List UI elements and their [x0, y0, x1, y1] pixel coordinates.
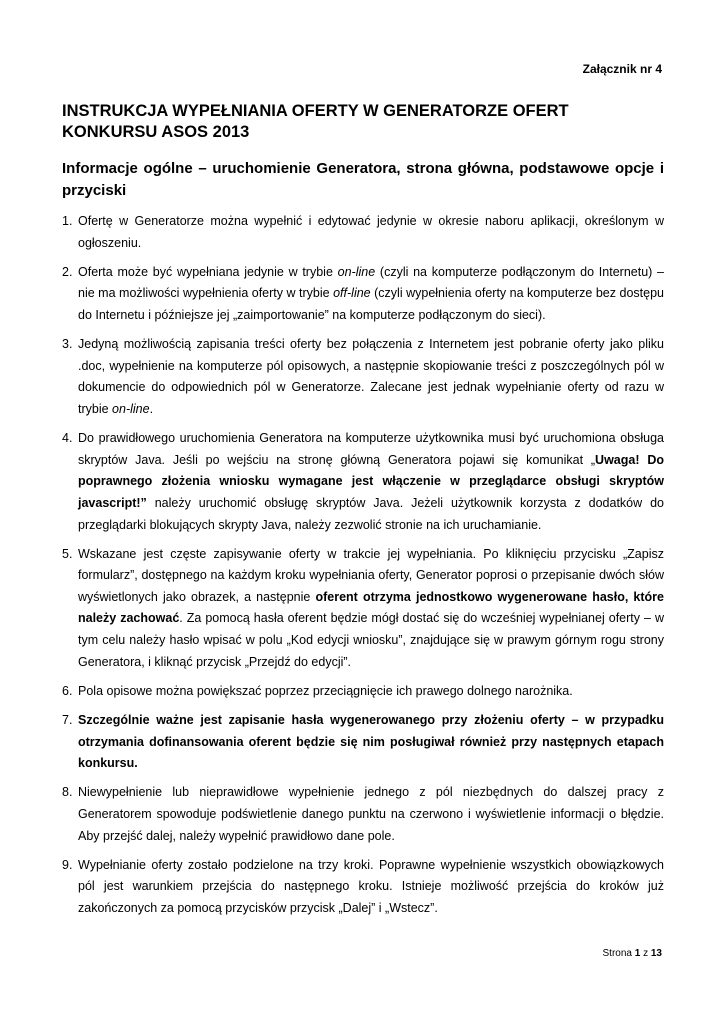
- list-item-text: [78, 782, 664, 847]
- list-item-text: [78, 710, 664, 775]
- text-segment: Wypełnianie oferty zostało podzielone na trzy kroki. Poprawne wypełnienie wszystkich obowiązkowych pól jest warunkiem przejścia do następnego kroku. Istnieje możliwość przejścia do kroków już zakończonych za pomocą przycisków przycisk „Dalej” i „Wstecz”.: [78, 857, 664, 915]
- text-segment: on-line: [112, 401, 150, 416]
- list-item-number: 4.: [62, 431, 73, 446]
- list-item: [62, 334, 664, 420]
- list-item-text: [78, 211, 664, 254]
- text-segment: należy uruchomić obsługę skryptów Java. Jeżeli użytkownik korzysta z dodatków do przeglądarki blokujących skrypty Java, należy zezwolić stronie na ich uruchamianie.: [78, 495, 664, 532]
- list-item: [62, 782, 664, 847]
- annex-label: Załącznik nr 4: [582, 62, 662, 76]
- list-item: [62, 262, 664, 327]
- list-item-text: [78, 681, 664, 703]
- list-item-number: 5.: [62, 546, 73, 561]
- text-segment: off-line: [333, 286, 371, 301]
- list-item: [62, 710, 664, 775]
- text-segment: Oferta może być wypełniana jedynie w trybie: [78, 264, 338, 279]
- list-item: [62, 681, 664, 703]
- text-segment: Do prawidłowego uruchomienia Generatora na komputerze użytkownika musi być uruchomiona obsługa skryptów Java. Jeśli po wejściu na stronę główną Generatora pojawi się komunikat „: [78, 431, 664, 467]
- page-footer: [603, 948, 663, 959]
- text-segment: on-line: [337, 264, 376, 279]
- text-segment: (czyli wypełnienia oferty na komputerze bez dostępu do Internetu i późniejsze jej „zaimportowanie” na komputerze podłączonym do sieci).: [78, 286, 664, 322]
- list-item-number: 2.: [62, 264, 73, 279]
- instruction-list: [62, 211, 664, 927]
- page-label: Strona: [602, 948, 632, 959]
- text-segment: Pola opisowe można powiększać poprzez przeciągnięcie ich prawego dolnego narożnika.: [78, 683, 573, 698]
- text-segment: .: [149, 401, 154, 416]
- text-segment: Wskazane jest częste zapisywanie oferty w trakcie jej wypełniania. Po kliknięciu przycisku „Zapisz formularz”, dostępnego na każdym kroku wypełniania oferty, Generator poprosi o przepisanie dwóch słów wyświetlonych jako obrazek, a następnie: [78, 546, 664, 604]
- list-item: [62, 855, 664, 920]
- page-number: 1: [634, 948, 641, 959]
- text-segment: Jedyną możliwością zapisania treści oferty bez połączenia z Internetem jest pobranie oferty jako pliku .doc, wypełnienie na komputerze pól opisowych, a następnie skopiowanie treści z poszczególnych pól w dokumencie do odpowiednich pól w Generatorze. Zalecane jest jednak wypełnianie oferty od razu w trybie: [78, 337, 664, 416]
- text-segment: (czyli na komputerze podłączonym do Internetu) – nie ma możliwości wypełnienia oferty w trybie: [78, 264, 664, 301]
- section-subtitle: Informacje ogólne – uruchomienie Generatora, strona główna, podstawowe opcje i przyciski: [62, 160, 664, 199]
- list-item-text: [78, 262, 664, 327]
- list-item-text: [78, 428, 664, 536]
- list-item-number: 3.: [62, 337, 73, 352]
- text-segment: oferent otrzyma jednostkowo wygenerowane hasło, które należy zachować: [78, 589, 664, 626]
- list-item-number: 6.: [62, 683, 73, 698]
- text-segment: Szczególnie ważne jest zapisanie hasła wygenerowanego przy złożeniu oferty – w przypadku otrzymania dofinansowania oferent będzie się nim posługiwał również przy następnych etapach konkursu.: [78, 713, 664, 771]
- text-segment: . Za pomocą hasła oferent będzie mógł dostać się do wcześniej wypełnianej oferty – w tym celu należy hasło wpisać w polu „Kod edycji wniosku”, znajdujące się w prawym górnym rogu strony Generatora, i kliknąć przycisk „Przejdź do edycji”.: [78, 611, 664, 669]
- document-title: INSTRUKCJA WYPEŁNIANIA OFERTY W GENERATORZE OFERT KONKURSU ASOS 2013: [62, 102, 569, 141]
- list-item-text: [78, 544, 664, 674]
- text-segment: Niewypełnienie lub nieprawidłowe wypełnienie jednego z pól niezbędnych do dalszej pracy z Generatorem spowoduje podświetlenie danego punktu na czerwono i wyświetlenie informacji o błędzie. Aby przejść dalej, należy wypełnić prawidłowo dane pole.: [78, 785, 664, 843]
- list-item-text: [78, 855, 664, 920]
- list-item-text: [78, 334, 664, 420]
- list-item-number: 9.: [62, 857, 73, 872]
- list-item: [62, 544, 664, 674]
- page-total: 13: [650, 948, 662, 959]
- list-item-number: 7.: [62, 713, 73, 728]
- text-segment: Uwaga! Do poprawnego złożenia wniosku wymagane jest włączenie w przeglądarce obsługi skryptów javascript!”: [78, 452, 664, 510]
- list-item-number: 8.: [62, 785, 73, 800]
- page-separator: z: [643, 948, 649, 959]
- list-item: [62, 428, 664, 536]
- list-item-number: 1.: [62, 214, 73, 228]
- text-segment: Ofertę w Generatorze można wypełnić i edytować jedynie w okresie naboru aplikacji, określonym w ogłoszeniu.: [78, 214, 664, 250]
- list-item: [62, 211, 664, 254]
